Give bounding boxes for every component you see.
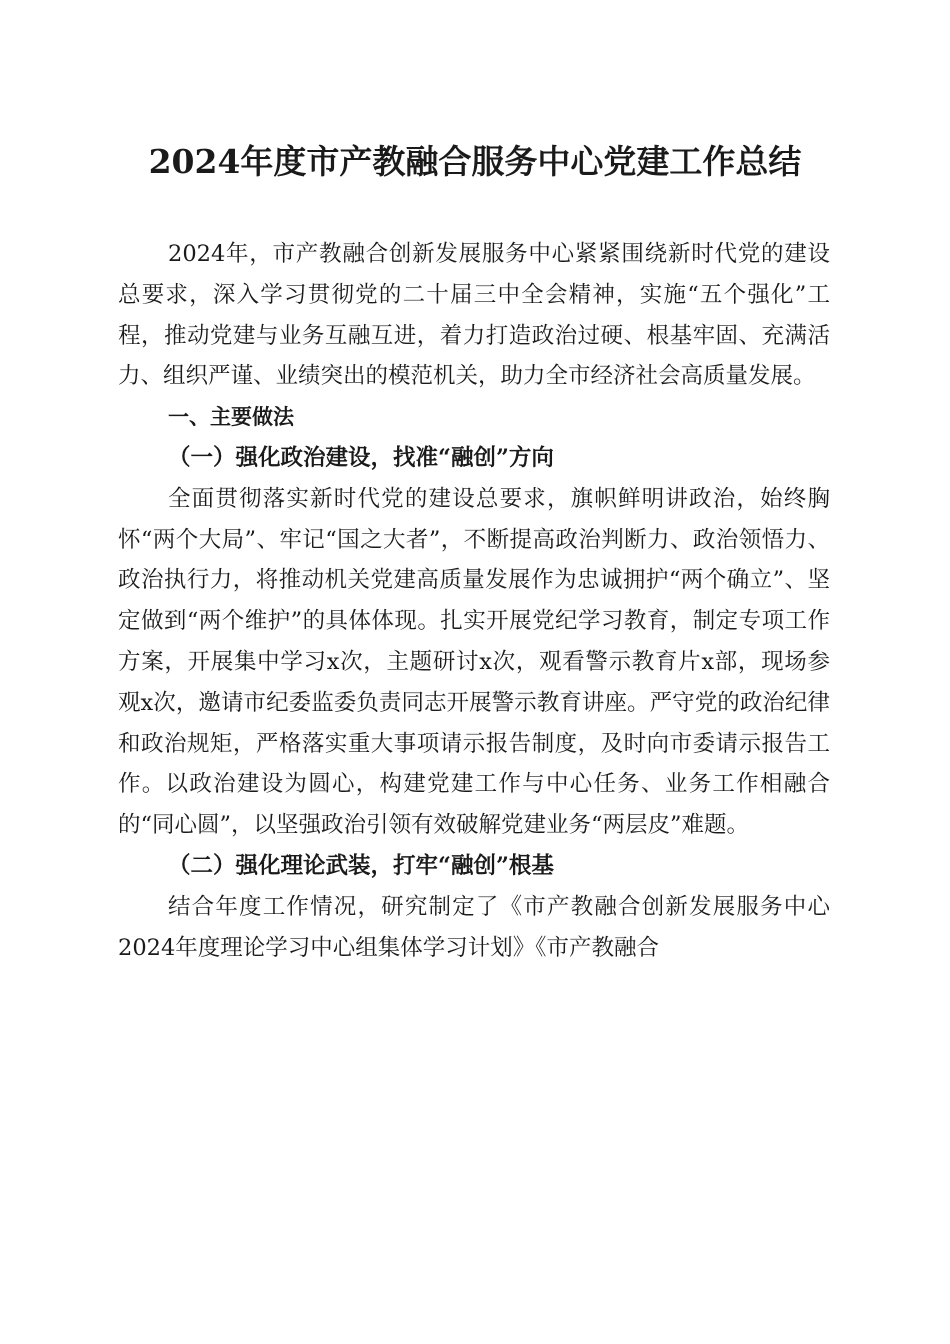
political-building-paragraph: 全面贯彻落实新时代党的建设总要求，旗帜鲜明讲政治，始终胸怀“两个大局”、牢记“国之大者”，不断提高政治判断力、政治领悟力、政治执行力，将推动机关党建高质量发展作为忠诚拥护“两个确立”、坚定做到“两个维护”的具体体现。扎实开展党纪学习教育，制定专项工作方案，开展集中学习x次，主题研讨x次，观看警示教育片x部，现场参观x次，邀请市纪委监委负责同志开展警示教育讲座。严守党的政治纪律和政治规矩，严格落实重大事项请示报告制度，及时向市委请示报告工作。以政治建设为圆心，构建党建工作与中心任务、业务工作相融合的“同心圆”，以坚强政治引领有效破解党建业务“两层皮”难题。 bbox=[118, 485, 830, 839]
intro-paragraph: 2024年，市产教融合创新发展服务中心紧紧围绕新时代党的建设总要求，深入学习贯彻党的二十届三中全会精神，实施“五个强化”工程，推动党建与业务互融互进，着力打造政治过硬、根基牢固、充满活力、组织严谨、业绩突出的模范机关，助力全市经济社会高质量发展。 bbox=[118, 241, 830, 390]
document-body bbox=[118, 234, 830, 968]
theory-arming-paragraph: 结合年度工作情况，研究制定了《市产教融合创新发展服务中心2024年度理论学习中心组集体学习计划》《市产教融合 bbox=[118, 893, 830, 961]
section-heading-main-practices: 一、主要做法 bbox=[168, 405, 294, 430]
subsection-heading-theory-arming: （二）强化理论武装，打牢“融创”根基 bbox=[168, 852, 554, 879]
document-title: 2024年度市产教融合服务中心党建工作总结 bbox=[148, 142, 802, 181]
subsection-heading-political-building: （一）强化政治建设，找准“融创”方向 bbox=[168, 444, 554, 471]
